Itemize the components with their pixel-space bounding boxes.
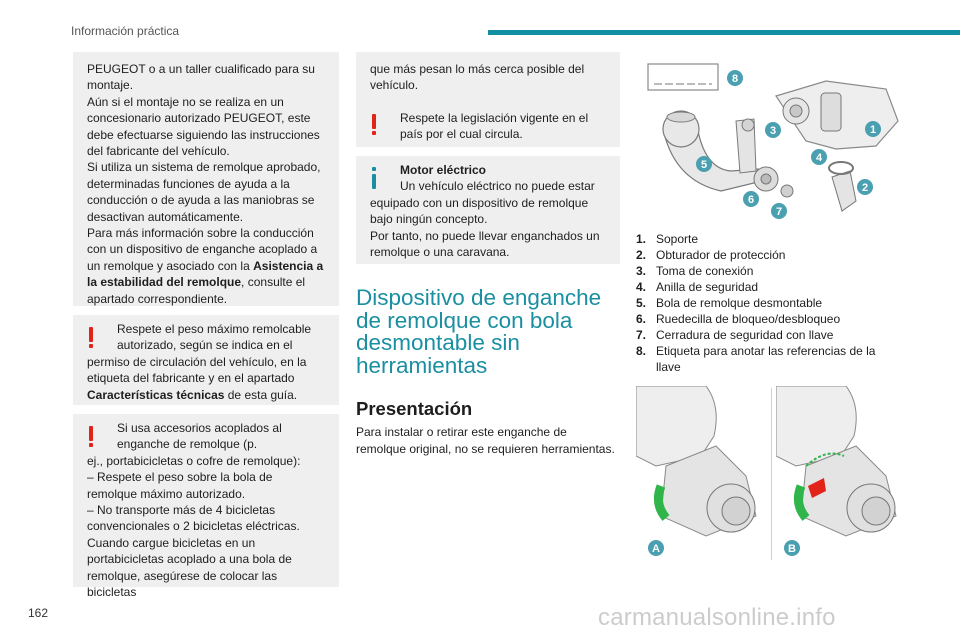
warning-icon: [87, 326, 95, 350]
svg-text:2: 2: [861, 182, 869, 194]
section-title: Dispositivo de enganche de remolque con bola desmontable sin herramientas: [356, 285, 602, 378]
paragraph: ej., portabicicletas o cofre de remolque):: [87, 453, 301, 468]
legend-item: 5. Bola de remolque desmontable: [636, 296, 823, 310]
svg-text:4: 4: [815, 152, 823, 164]
svg-text:A: A: [652, 543, 660, 555]
info-icon: [370, 166, 378, 190]
paragraph: Cuando cargue bicicletas en un portabicicletas acoplado a una bola de remolque, asegúrese de colocar las bicicletas: [87, 535, 292, 600]
warning-icon: [87, 425, 95, 449]
paragraph: Para más información sobre la conducción con un dispositivo de enganche acoplado a un remolque y asociado con la Asistencia a la estabilidad del remolque, consulte el apartado correspondiente.: [87, 226, 324, 306]
paragraph: – Respete el peso sobre la bola de remolque máximo autorizado.: [87, 470, 273, 501]
figure-divider: [771, 388, 772, 560]
paragraph: Un vehículo eléctrico no puede estar: [400, 179, 595, 194]
callout-8: [727, 70, 743, 86]
bold-term: Asistencia a la estabilidad del remolque: [87, 258, 324, 290]
note-box-mounting: [73, 52, 339, 306]
svg-text:3: 3: [769, 125, 777, 137]
svg-text:8: 8: [731, 73, 739, 85]
watermark: carmanualsonline.info: [598, 604, 836, 631]
legend-item: 2. Obturador de protección: [636, 248, 786, 262]
figure-a-locked: [636, 386, 766, 562]
figure-b-unlocked: [776, 386, 906, 562]
page-number: 162: [28, 606, 49, 620]
legend-item: 3. Toma de conexión: [636, 264, 754, 278]
legend-item: 6. Ruedecilla de bloqueo/desbloqueo: [636, 312, 841, 326]
paragraph: permiso de circulación del vehículo, en la etiqueta del fabricante y en el apartado Características técnicas de esta guía.: [87, 354, 307, 402]
warning-box-legislation: [356, 105, 620, 147]
legend-item: 7. Cerradura de seguridad con llave: [636, 328, 834, 342]
presentation-text: Para instalar o retirar este enganche de remolque original, no se requieren herramientas.: [356, 425, 615, 456]
bold-term: Características técnicas: [87, 387, 225, 402]
tow-hitch-figure: [636, 51, 900, 223]
header-title: Información práctica: [71, 24, 180, 38]
warning-icon: [370, 113, 378, 137]
header-accent-bar: [488, 30, 960, 35]
callout-3: [765, 122, 781, 138]
svg-text:B: B: [788, 543, 796, 555]
callout-4: [811, 149, 827, 165]
info-title: Motor eléctrico: [400, 163, 487, 177]
paragraph: Si utiliza un sistema de remolque aprobado, determinadas funciones de ayuda a la conducción o de ayuda a las maniobras se desactivan automáticamente.: [87, 160, 321, 224]
callout-5: [696, 156, 712, 172]
svg-text:1: 1: [869, 124, 877, 136]
paragraph: equipado con un dispositivo de remolque bajo ningún concepto.: [370, 195, 589, 227]
svg-text:7: 7: [775, 206, 783, 218]
key-label-plate: [648, 64, 718, 90]
paragraph: – No transporte más de 4 bicicletas convencionales o 2 bicicletas eléctricas.: [87, 503, 300, 534]
legend-item: 1. Soporte: [636, 232, 699, 246]
svg-text:5: 5: [700, 159, 708, 171]
paragraph: Respete la legislación vigente en el país por el cual circula.: [400, 111, 589, 142]
legend-item: 4. Anilla de seguridad: [636, 280, 759, 294]
paragraph: Por tanto, no puede llevar enganchados un remolque o una caravana.: [370, 228, 600, 260]
callout-2: [857, 179, 873, 195]
paragraph: que más pesan lo más cerca posible del vehículo.: [370, 62, 585, 93]
subsection-title: Presentación: [356, 398, 473, 419]
callout-7: [771, 203, 787, 219]
paragraph: PEUGEOT o a un taller cualificado para su montaje.: [87, 62, 315, 93]
legend-list: [636, 231, 896, 375]
warning-box-weight: [73, 315, 339, 405]
info-box-electric: [356, 156, 620, 264]
callout-6: [743, 191, 759, 207]
warning-first-line: Respete el peso máximo remolcable autorizado, según se indica en el: [117, 322, 312, 353]
warning-box-accessories: [73, 414, 339, 600]
callout-1: [865, 121, 881, 137]
legend-item: 8. Etiqueta para anotar las referencias de la llave: [636, 344, 876, 374]
paragraph: Aún si el montaje no se realiza en un concesionario autorizado PEUGEOT, este debe efectuarse siguiendo las instrucciones del fabricante del vehículo.: [87, 94, 320, 159]
svg-text:6: 6: [747, 194, 755, 206]
warning-first-line: Si usa accesorios acoplados al enganche de remolque (p.: [117, 421, 282, 452]
